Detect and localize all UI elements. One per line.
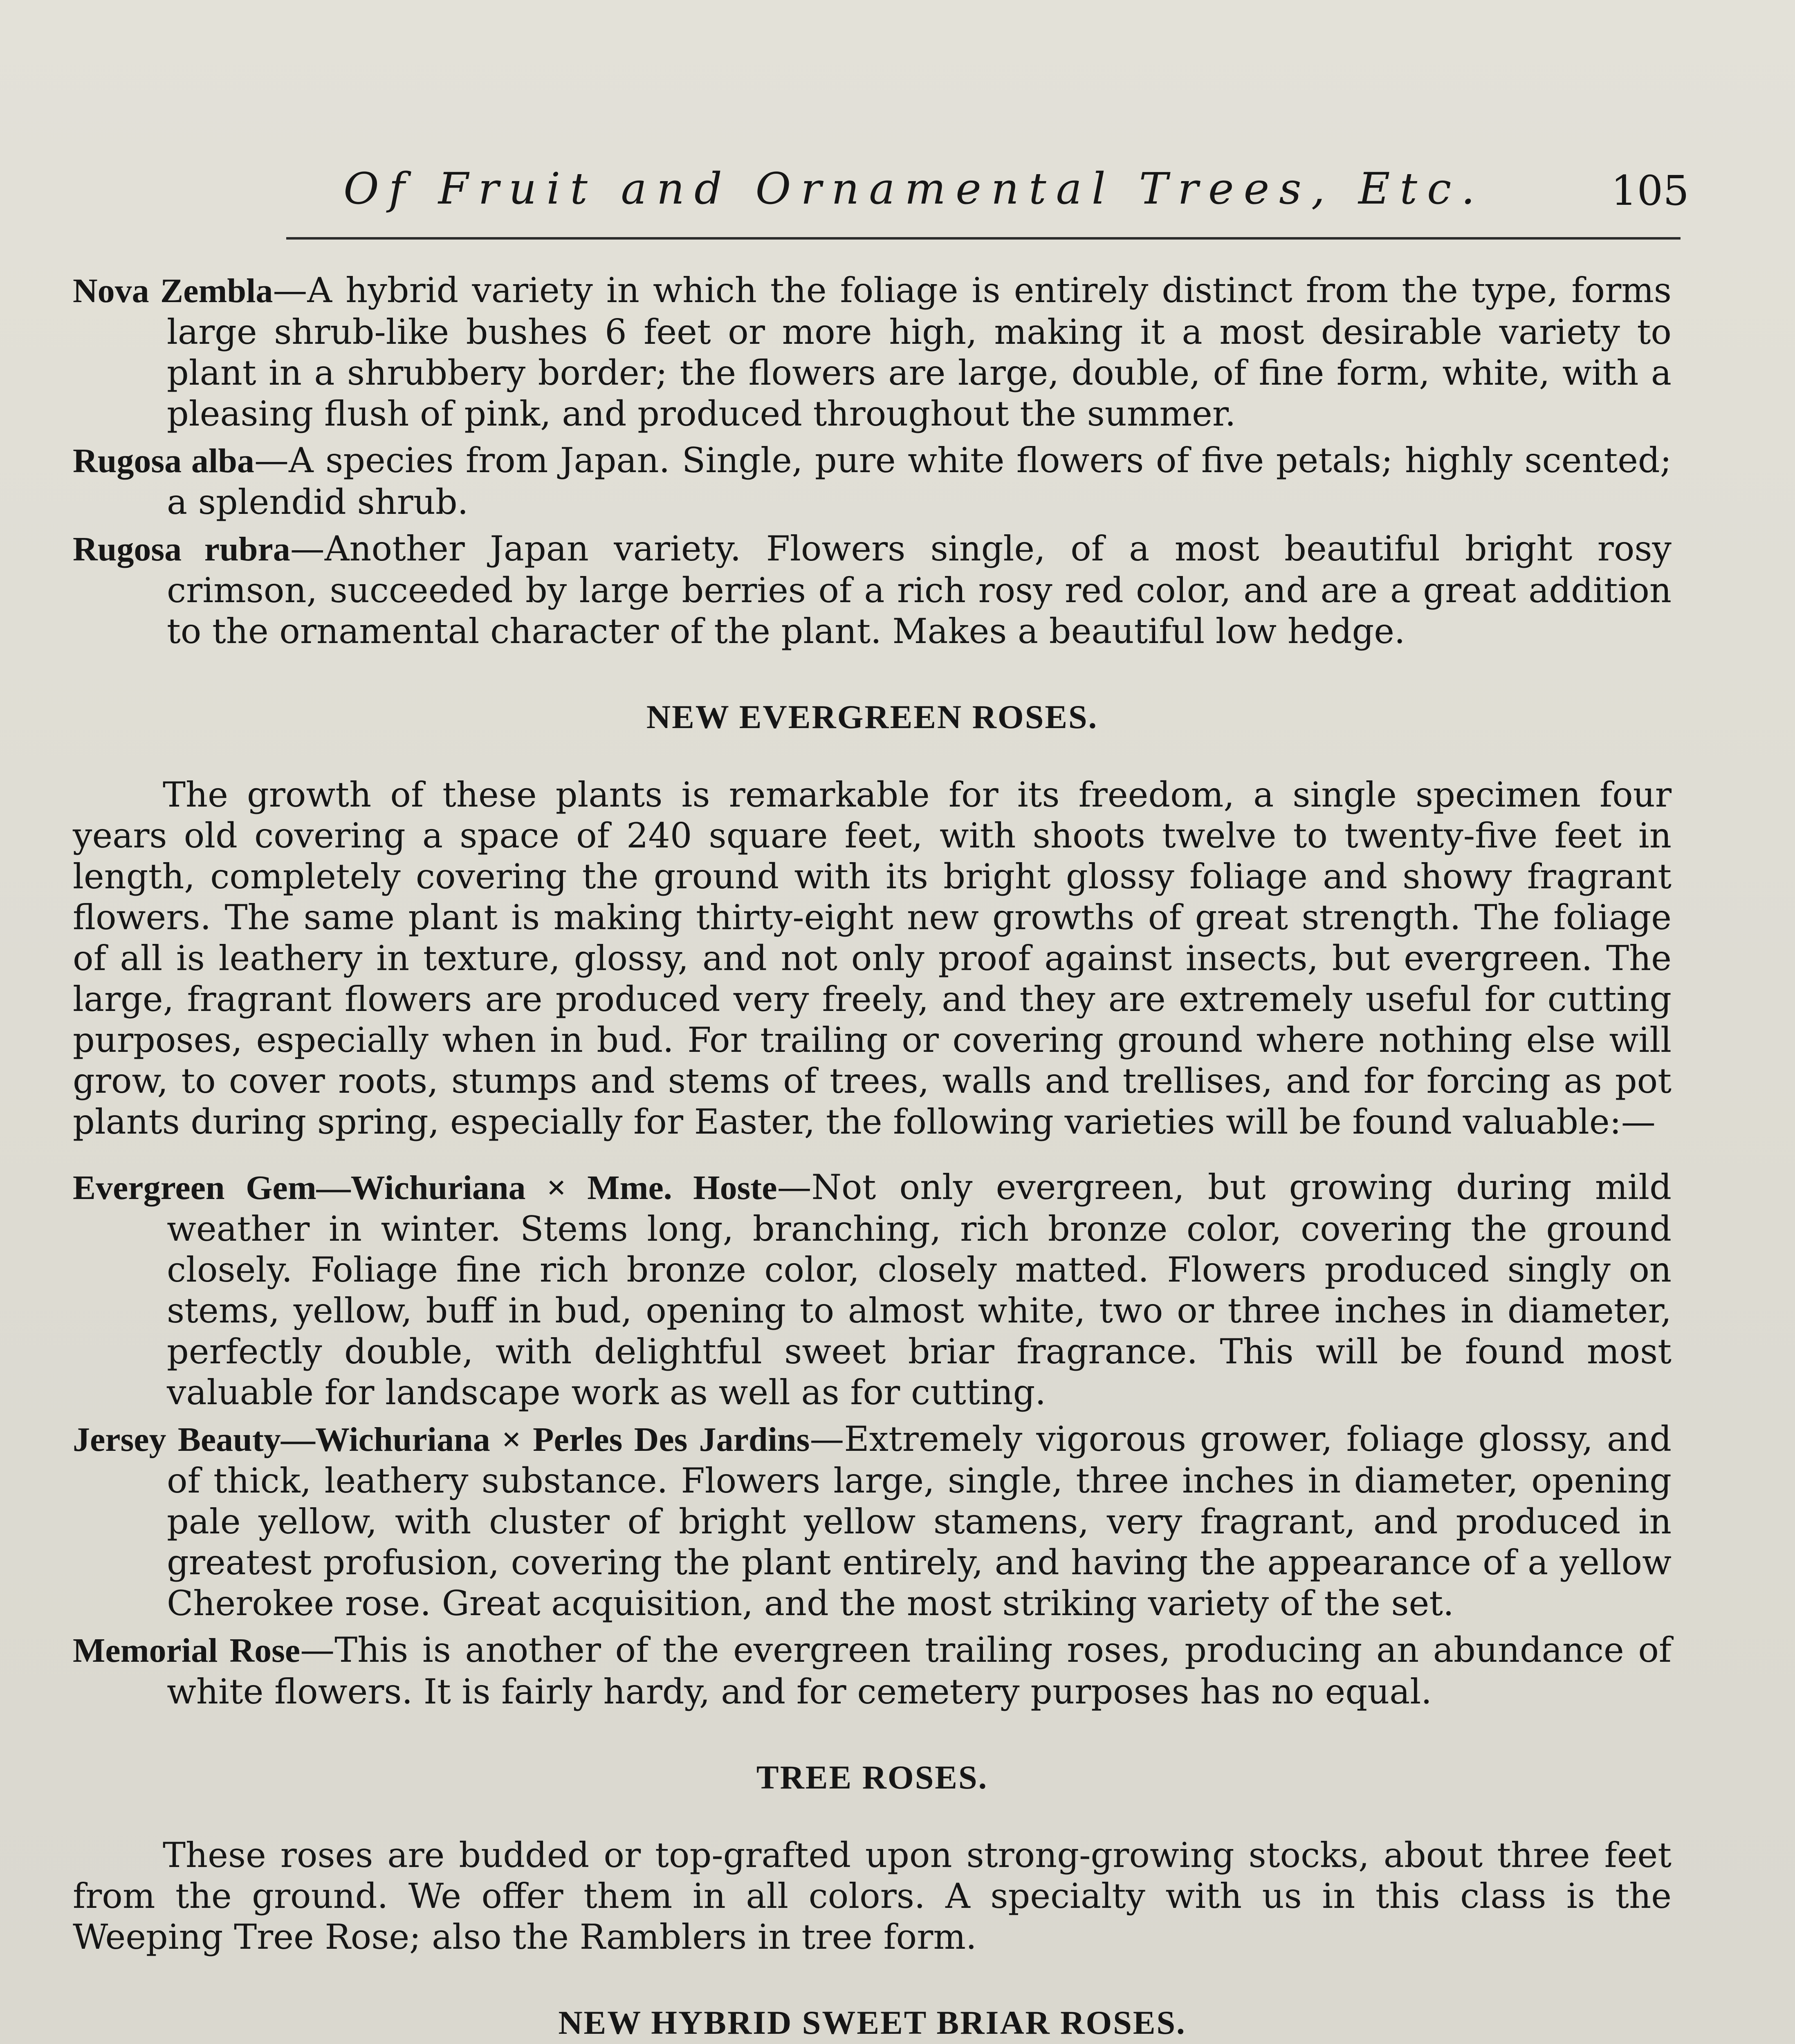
entry-jersey-beauty — [73, 1419, 1672, 1624]
evergreen-intro-paragraph: The growth of these plants is remarkable for its freedom, a single specimen four years old covering a space of 240 square feet, with shoots twelve to twenty-five feet in length, completely covering the ground with its bright glossy foliage and showy fragrant flowers. The same plant is making thirty-eight new growths of great strength. The foliage of all is leathery in texture, glossy, and not only proof against insects, but evergreen. The large, fragrant flowers are produced very freely, and they are extremely useful for cutting purposes, especially when in bud. For trailing or covering ground where nothing else will grow, to cover roots, stumps and stems of trees, walls and trellises, and for forcing as pot plants during spring, especially for Easter, the following varieties will be found valuable:— — [73, 775, 1672, 1142]
heading-new-hybrid-sweet-briar-roses: NEW HYBRID SWEET BRIAR ROSES. — [558, 2004, 1186, 2041]
entry-memorial-rose — [73, 1629, 1672, 1712]
spacer — [73, 1142, 1672, 1167]
running-head-title: Of Fruit and Ornamental Trees, Etc. — [343, 164, 1485, 214]
entry-description: —A hybrid variety in which the foliage is entirely distinct from the type, forms large shrub-like bushes 6 feet or more high, making it a most desirable variety to plant in a shrubbery border; the flowers are large, double, of fine form, white, with a pleasing flush of pink, and produced throughout the summer. — [167, 270, 1672, 434]
entry-description: —Another Japan variety. Flowers single, of a most beautiful bright rosy crimson, succeeded by large berries of a rich rosy red color, and are a great addition to the ornamental character of the plant. Makes a beautiful low hedge. — [167, 529, 1672, 651]
heading-tree-roses: TREE ROSES. — [756, 1759, 988, 1796]
entry-name: Evergreen Gem—Wichuriana × Mme. Hoste — [73, 1169, 777, 1207]
entry-name: Rugosa rubra — [73, 530, 290, 568]
entry-rugosa-alba — [73, 440, 1672, 522]
entry-name: Memorial Rose — [73, 1632, 301, 1670]
page-number: 105 — [1611, 167, 1689, 215]
tree-roses-paragraph: These roses are budded or top-grafted upon strong-growing stocks, about three feet from the ground. We offer them in all colors. A specialty with us in this class is the Weeping Tree Rose; also the Ramblers in tree form. — [73, 1835, 1672, 1957]
entry-nova-zembla — [73, 270, 1672, 434]
entry-description: —A species from Japan. Single, pure white flowers of five petals; highly scented; a splendid shrub. — [167, 440, 1672, 522]
entry-evergreen-gem — [73, 1167, 1672, 1413]
header-rule — [286, 237, 1681, 240]
entry-description: —Extremely vigorous grower, foliage glossy, and of thick, leathery substance. Flowers large, single, three inches in diameter, opening pale yellow, with cluster of bright yellow stamens, very fragrant, and produced in greatest profusion, covering the plant entirely, and having the appearance of a yellow Cherokee rose. Great acquisition, and the most striking variety of the set. — [167, 1419, 1672, 1623]
entry-description: —Not only evergreen, but growing during mild weather in winter. Stems long, branching, rich bronze color, covering the ground closely. Foliage fine rich bronze color, closely matted. Flowers produced singly on stems, yellow, buff in bud, opening to almost white, two or three inches in diameter, perfectly double, with delightful sweet briar fragrance. This will be found most valuable for landscape work as well as for cutting. — [167, 1167, 1672, 1412]
entry-description: —This is another of the evergreen trailing roses, producing an abundance of white flowers. It is fairly hardy, and for cemetery purposes has no equal. — [167, 1630, 1672, 1712]
entry-name: Rugosa alba — [73, 442, 254, 480]
entry-rugosa-rubra — [73, 528, 1672, 652]
entry-name: Nova Zembla — [73, 272, 273, 310]
page-body — [73, 270, 1672, 2044]
heading-new-evergreen-roses: NEW EVERGREEN ROSES. — [646, 698, 1098, 735]
entry-name: Jersey Beauty—Wichuriana × Perles Des Jardins — [73, 1421, 810, 1459]
